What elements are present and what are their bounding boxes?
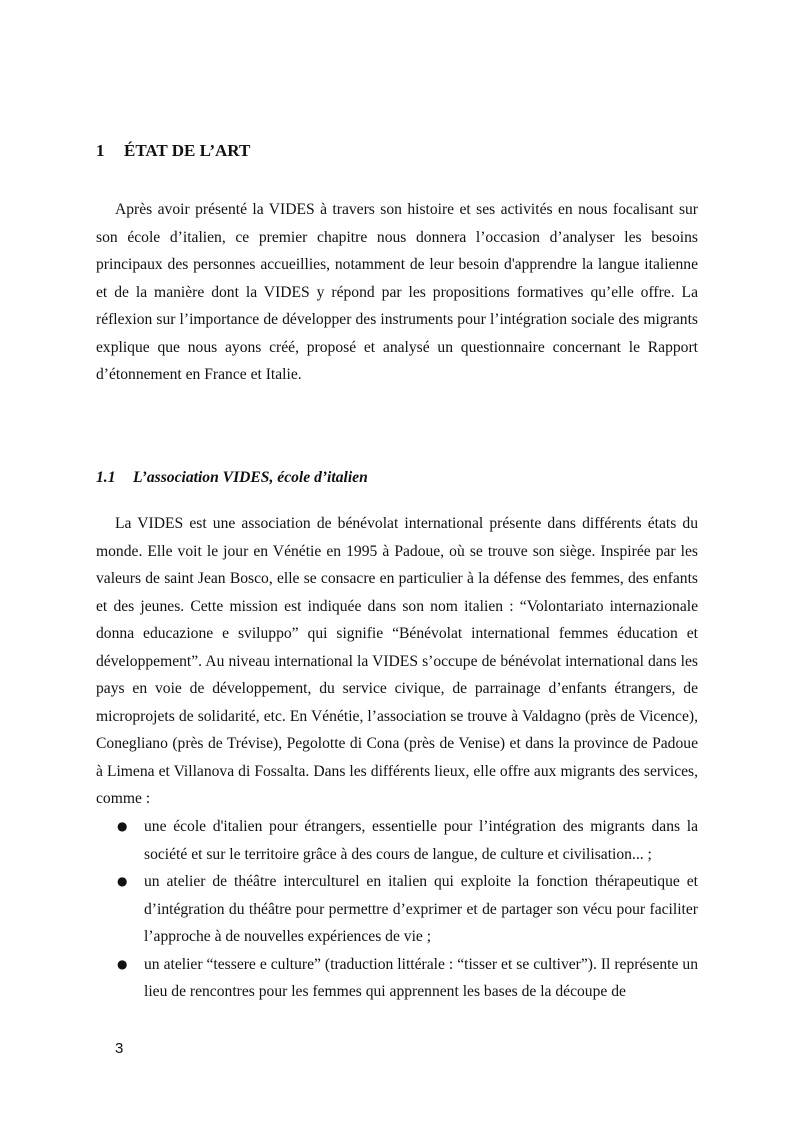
bullet-dot-icon: ●: [117, 819, 128, 833]
bullet-dot-icon: ●: [117, 956, 128, 971]
list-item-text: une école d'italien pour étrangers, essentielle pour l’intégration des migrants dans la société et sur le territoire grâce à des cours de langue, de culture et civilisation... ;: [144, 818, 698, 863]
section-number: 1: [96, 141, 105, 160]
subsection-heading: [96, 469, 368, 487]
subsection-title: L’association VIDES, école d’italien: [133, 469, 368, 486]
list-item: [96, 951, 698, 1006]
list-item-text: un atelier de théâtre interculturel en italien qui exploite la fonction thérapeutique et d’intégration du théâtre pour permettre d’exprimer et de partager son vécu pour faciliter l’approche à de nouvelles expériences de vie ;: [144, 873, 698, 945]
section-title: ÉTAT DE L’ART: [124, 141, 251, 160]
section-heading: [96, 141, 250, 161]
body-paragraph: La VIDES est une association de bénévolat international présente dans différents états du monde. Elle voit le jour en Vénétie en 1995 à Padoue, où se trouve son siège. Inspirée par les valeurs de saint Jean Bosco, elle se consacre en particulier à la défense des femmes, des enfants et des jeunes. Cette mission est indiquée dans son nom italien : “Volontariato internazionale donna educazione e sviluppo” qui signifie “Bénévolat international femmes éducation et développement”. Au niveau international la VIDES s’occupe de bénévolat international dans les pays en voie de développement, du service civique, de parrainage d’enfants étrangers, de microprojets de solidarité, etc. En Vénétie, l’association se trouve à Valdagno (près de Vicence), Conegliano (près de Trévise), Pegolotte di Cona (près de Venise) et dans la province de Padoue à Limena et Villanova di Fossalta. Dans les différents lieux, elle offre aux migrants des services, comme :: [96, 515, 698, 807]
list-item-text: un atelier “tessere e culture” (traduction littérale : “tisser et se cultiver”). Il représente un lieu de rencontres pour les femmes qui apprennent les bases de la découpe de: [144, 955, 698, 1000]
bullet-dot-icon: ●: [117, 874, 128, 888]
list-item: [96, 868, 698, 951]
list-item: [96, 813, 698, 868]
page-number: 3: [115, 1040, 124, 1057]
services-list: [96, 813, 698, 1006]
subsection-number: 1.1: [96, 469, 116, 486]
intro-paragraph: Après avoir présenté la VIDES à travers son histoire et ses activités en nous focalisant sur son école d’italien, ce premier chapitre nous donnera l’occasion d’analyser les besoins principaux des personnes accueillies, notamment de leur besoin d'apprendre la langue italienne et de la manière dont la VIDES y répond par les propositions formatives qu’elle offre. La réflexion sur l’importance de développer des instruments pour l’intégration sociale des migrants explique que nous ayons créé, proposé et analysé un questionnaire concernant le Rapport d’étonnement en France et Italie.: [96, 201, 698, 383]
